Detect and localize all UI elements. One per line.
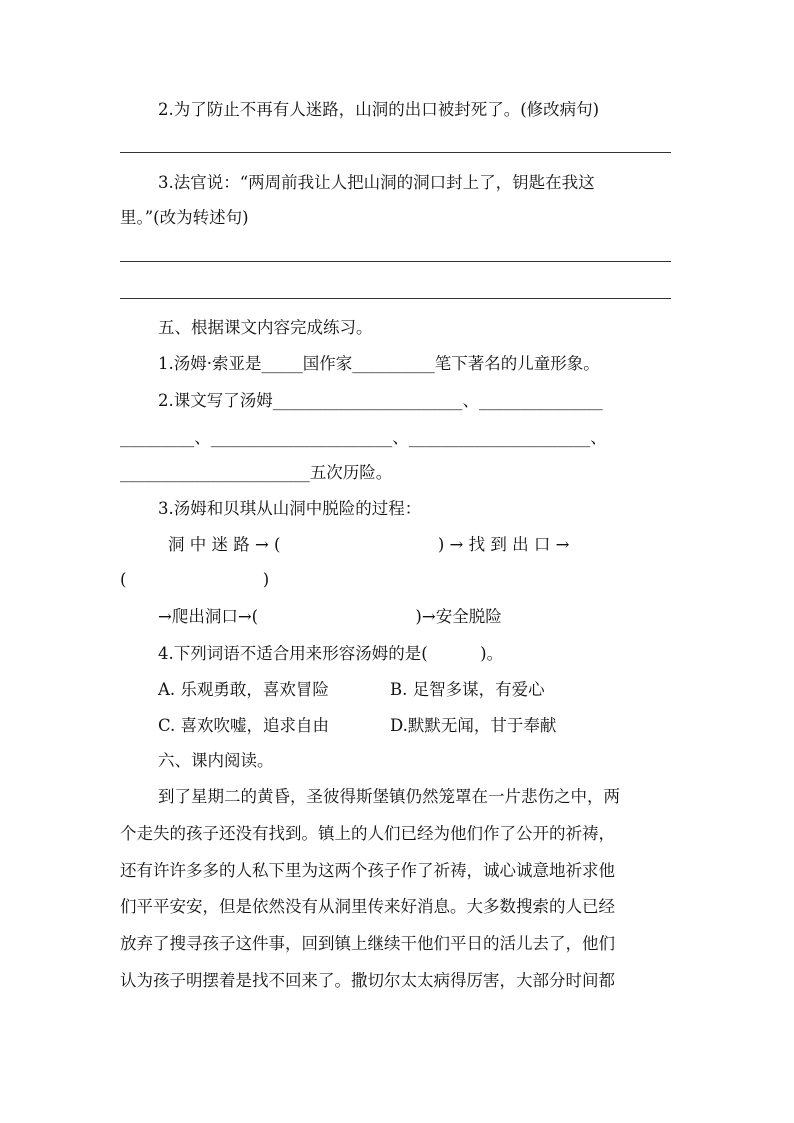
- escape-flow-line-3: →爬出洞口→( )→安全脱险: [158, 607, 502, 626]
- section-5-q2: 2.课文写了汤姆_______________________、_______________: [158, 391, 603, 410]
- section-5-q2-cont: _________、______________________、______________________、: [120, 428, 607, 447]
- reading-line: 个走失的孩子还没有找到。镇上的人们已经为他们作了公开的祈祷，: [120, 824, 615, 843]
- answer-line[interactable]: [120, 298, 671, 299]
- reading-line: 到了星期二的黄昏，圣彼得斯堡镇仍然笼罩在一片悲伤之中，两: [158, 787, 620, 806]
- escape-flow-line-2: ( ): [120, 570, 270, 589]
- option-b: B. 足智多谋，有爱心: [390, 680, 545, 699]
- option-a: A. 乐观勇敢，喜欢冒险: [158, 680, 329, 699]
- section-5-q2-end: _______________________五次历险。: [120, 463, 393, 482]
- question-3-text-cont: 里。”(改为转述句): [120, 208, 249, 227]
- answer-line[interactable]: [120, 261, 671, 262]
- reading-line: 放弃了搜寻孩子这件事，回到镇上继续干他们平日的活儿去了，他们: [120, 934, 615, 953]
- option-c: C. 喜欢吹嘘，追求自由: [158, 716, 330, 735]
- answer-line[interactable]: [120, 152, 671, 153]
- reading-line: 还有许许多多的人私下里为这两个孩子作了祈祷，诚心诚意地祈求他: [120, 861, 615, 880]
- question-3-text: 3.法官说：“两周前我让人把山洞的洞口封上了，钥匙在我这: [158, 173, 595, 192]
- section-5-q4-title: 4.下列词语不适合用来形容汤姆的是( )。: [158, 644, 504, 663]
- reading-line: 认为孩子明摆着是找不回来了。撒切尔太太病得厉害，大部分时间都: [120, 971, 615, 990]
- section-5-heading: 五、根据课文内容完成练习。: [158, 318, 373, 337]
- option-d: D.默默无闻，甘于奉献: [390, 716, 557, 735]
- section-5-q1: 1.汤姆·索亚是_____国作家__________笔下著名的儿童形象。: [158, 354, 600, 373]
- question-2-text: 2.为了防止不再有人迷路，山洞的出口被封死了。(修改病句): [158, 100, 600, 119]
- section-5-q3-title: 3.汤姆和贝琪从山洞中脱险的过程：: [158, 499, 422, 518]
- escape-flow-line-1: 洞 中 迷 路 → ( ) → 找 到 出 口 →: [168, 535, 570, 554]
- section-6-heading: 六、课内阅读。: [158, 751, 274, 770]
- reading-line: 们平平安安，但是依然没有从洞里传来好消息。大多数搜索的人已经: [120, 897, 615, 916]
